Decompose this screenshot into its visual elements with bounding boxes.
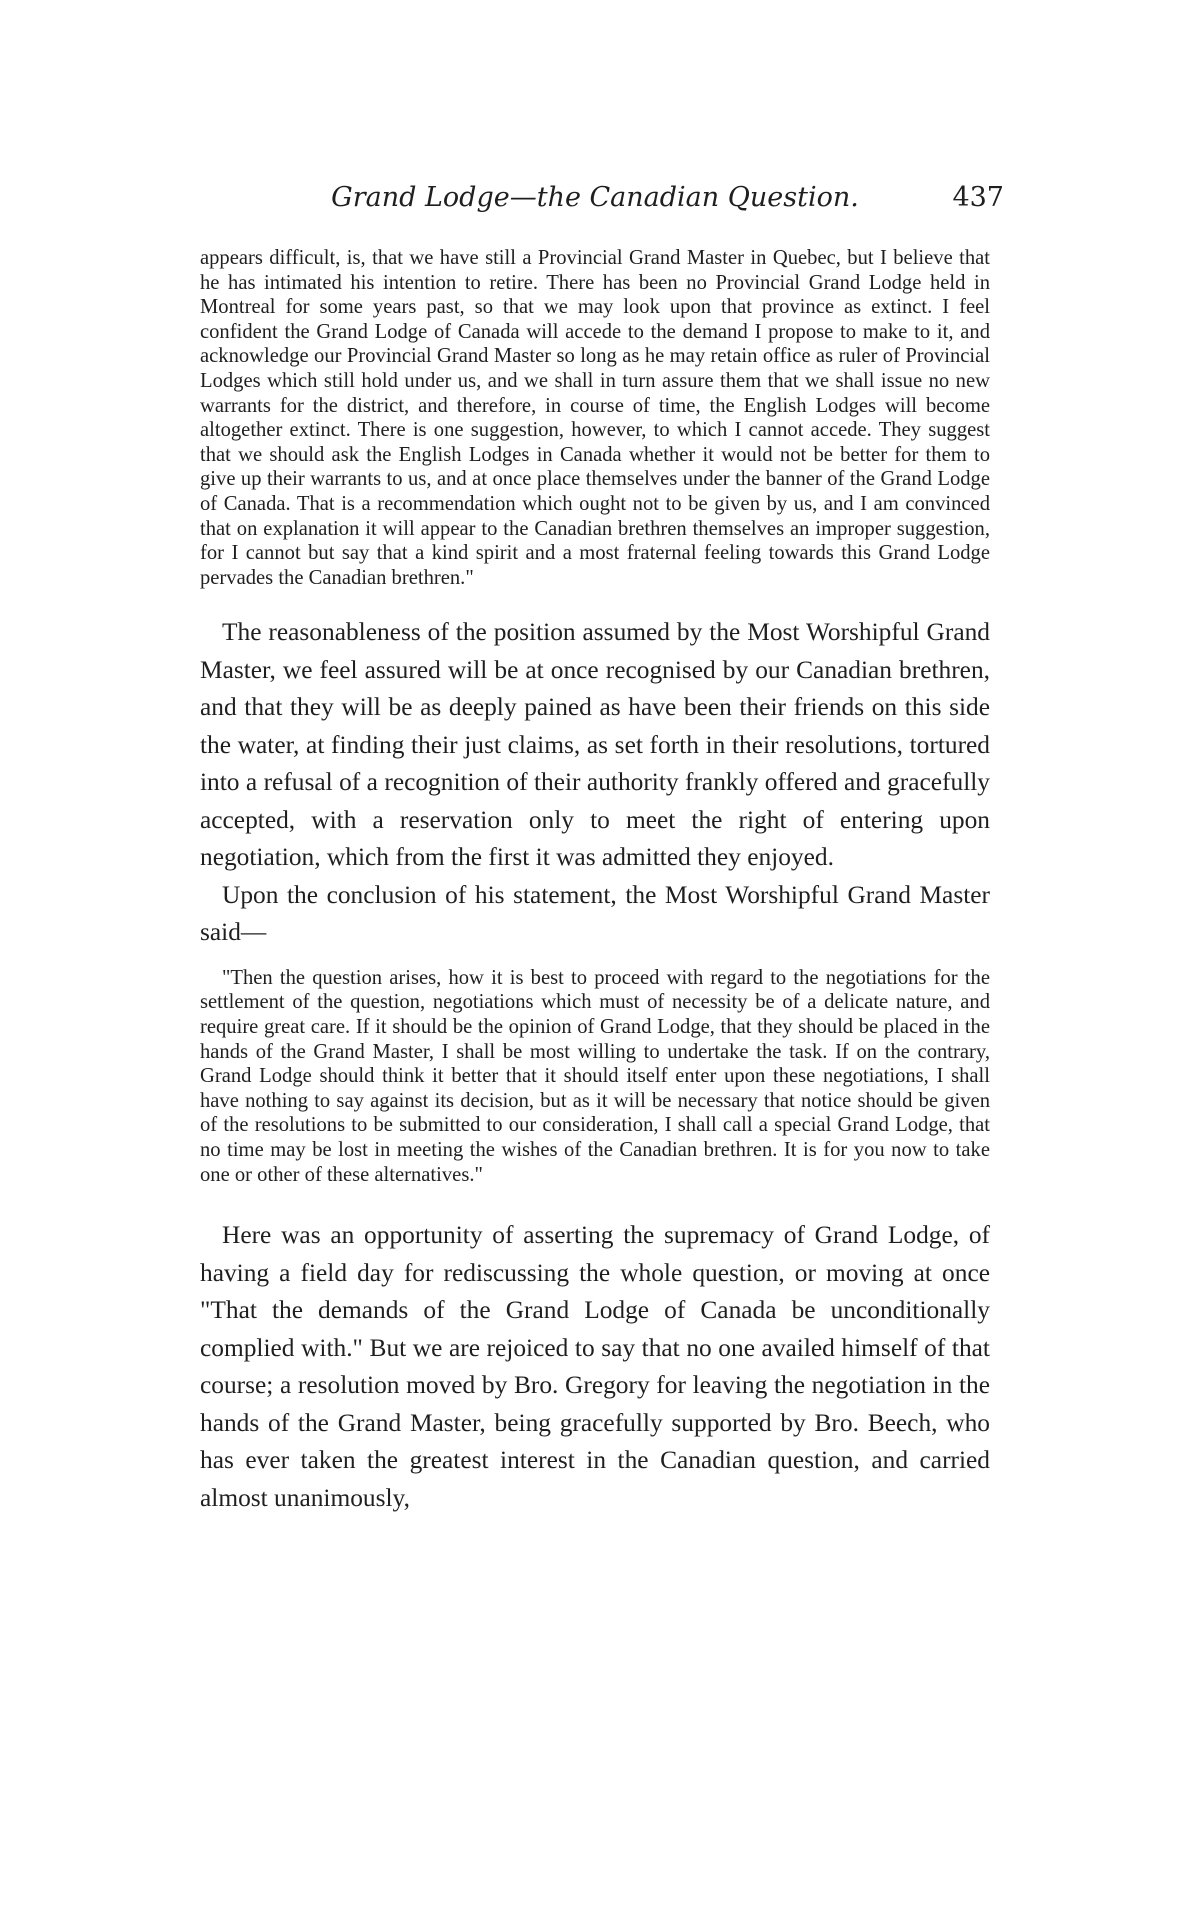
running-title: Grand Lodge—the Canadian Question. <box>331 182 859 213</box>
page-header <box>200 182 1004 222</box>
body-paragraph: Upon the conclusion of his statement, the Most Worshipful Grand Master said— <box>200 880 990 947</box>
page-number: 437 <box>952 182 1004 213</box>
body-section-2 <box>200 1217 990 1517</box>
quoted-passage-2 <box>200 966 990 1187</box>
book-page <box>200 182 1004 1517</box>
quote-paragraph: "Then the question arises, how it is best to proceed with regard to the negotiations for the settlement of the question, negotiations which must of necessity be of a delicate nature, and require great care. If it should be the opinion of Grand Lodge, that they should be placed in the hands of the Grand Master, I shall be most willing to undertake the task. If on the contrary, Grand Lodge should think it better that it should itself enter upon these negotiations, I shall have nothing to say against its decision, but as it will be necessary that notice should be given of the resolutions to be submitted to our consideration, I shall call a special Grand Lodge, that no time may be lost in meeting the wishes of the Canadian brethren. It is for you now to take one or other of these alternatives." <box>200 966 990 1186</box>
body-paragraph: The reasonableness of the position assumed by the Most Worshipful Grand Master, we feel assured will be at once recognised by our Canadian brethren, and that they will be as deeply pained as have been their friends on this side the water, at finding their just claims, as set forth in their resolutions, tortured into a refusal of a recognition of their authority frankly offered and gracefully accepted, with a reservation only to meet the right of entering upon negotiation, which from the first it was admitted they enjoyed. <box>200 618 990 872</box>
body-section-1 <box>200 614 990 952</box>
quoted-passage-1 <box>200 246 990 590</box>
quote-paragraph: appears difficult, is, that we have still a Provincial Grand Master in Quebec, but I believe that he has intimated his intention to retire. There has been no Provincial Grand Lodge held in Montreal for some years past, so that we may look upon that province as extinct. I feel confident the Grand Lodge of Canada will accede to the demand I propose to make to it, and acknowledge our Provincial Grand Master so long as he may retain office as ruler of Provincial Lodges which still hold under us, and we shall in turn assure them that we shall issue no new warrants for the district, and therefore, in course of time, the English Lodges will become altogether extinct. There is one suggestion, however, to which I cannot accede. They suggest that we should ask the English Lodges in Canada whether it would not be better for them to give up their warrants to us, and at once place themselves under the banner of the Grand Lodge of Canada. That is a recommendation which ought not to be given by us, and I am convinced that on explanation it will appear to the Canadian brethren themselves an improper suggestion, for I cannot but say that a kind spirit and a most fraternal feeling towards this Grand Lodge pervades the Canadian brethren." <box>200 247 990 589</box>
body-paragraph: Here was an opportunity of asserting the supremacy of Grand Lodge, of having a field day for rediscussing the whole question, or moving at once "That the demands of the Grand Lodge of Canada be unconditionally complied with." But we are rejoiced to say that no one availed himself of that course; a resolution moved by Bro. Gregory for leaving the negotiation in the hands of the Grand Master, being gracefully supported by Bro. Beech, who has ever taken the greatest interest in the Canadian question, and carried almost unanimously, <box>200 1221 990 1512</box>
